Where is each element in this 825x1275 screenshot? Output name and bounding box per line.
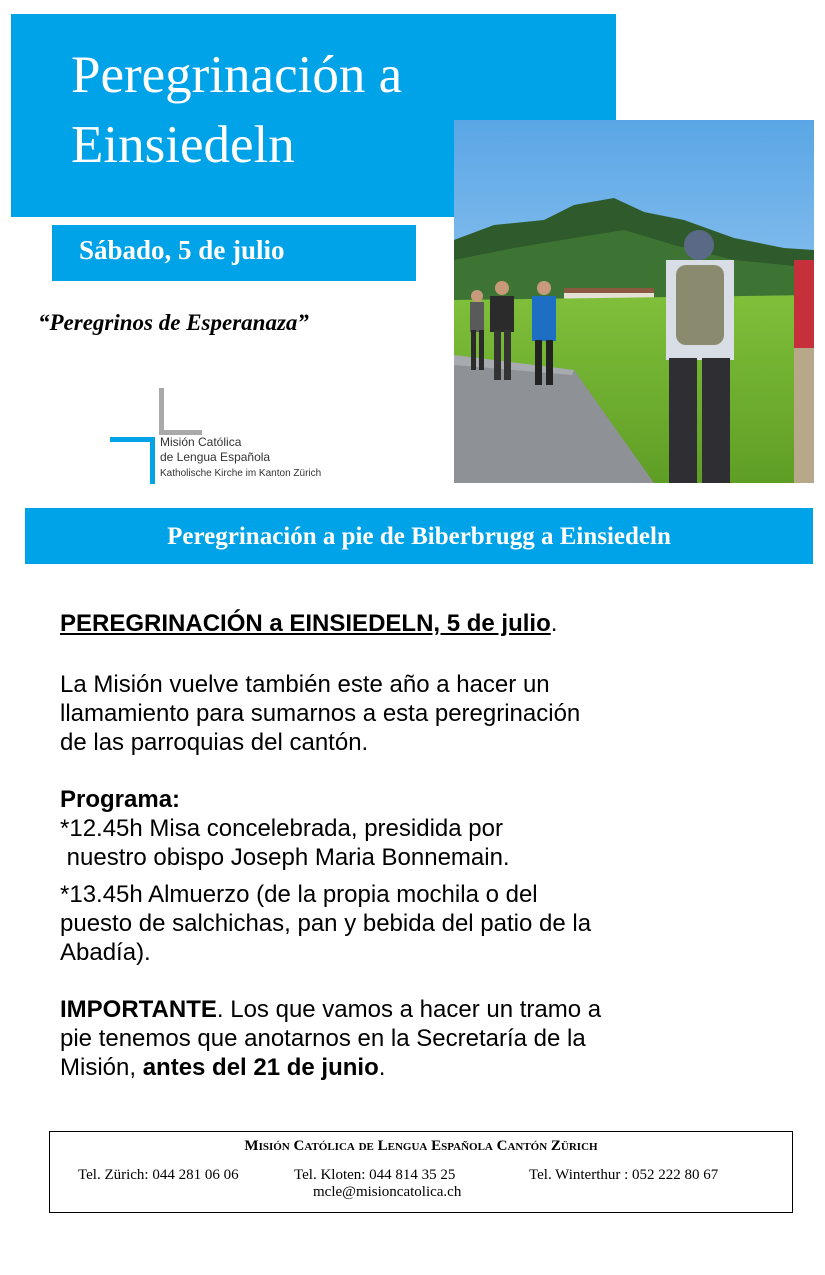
programa-label: Programa: xyxy=(60,786,181,813)
heading-text: PEREGRINACIÓN a EINSIEDELN, 5 de julio xyxy=(60,610,551,637)
event-date: Sábado, 5 de julio xyxy=(79,235,285,265)
important-line-2: pie tenemos que anotarnos en la Secretaría de la xyxy=(60,1025,586,1052)
phone-winterthur: Tel. Winterthur : 052 222 80 67 xyxy=(529,1167,719,1183)
contact-email[interactable]: mcle@misioncatolica.ch xyxy=(313,1184,462,1200)
announcement-heading xyxy=(60,609,780,638)
intro-line-3: de las parroquias del cantón. xyxy=(60,729,369,756)
important-period: . xyxy=(378,1054,386,1081)
title-line-2: Einsiedeln xyxy=(71,116,295,174)
important-label: IMPORTANTE xyxy=(60,996,217,1023)
heading-period: . xyxy=(550,610,558,637)
intro-paragraph xyxy=(60,670,780,757)
program-item-2 xyxy=(60,880,780,967)
phone-kloten: Tel. Kloten: 044 814 35 25 xyxy=(294,1167,456,1183)
logo-line-3: Katholische Kirche im Kanton Zürich xyxy=(160,468,322,479)
logo-line-2: de Lengua Española xyxy=(160,450,271,464)
program-item-1 xyxy=(60,814,780,872)
page-title xyxy=(71,40,402,180)
deadline: antes del 21 de junio xyxy=(142,1054,379,1081)
motto: “Peregrinos de Esperanaza” xyxy=(38,310,309,335)
logo-line-1: Misión Católica xyxy=(160,435,242,449)
program-item-2-line-3: Abadía). xyxy=(60,939,151,966)
phone-zurich: Tel. Zürich: 044 281 06 06 xyxy=(78,1167,239,1183)
contact-title: Misión Católica de Lengua Española Cantón Zürich xyxy=(244,1138,598,1154)
intro-line-1: La Misión vuelve también este año a hacer un xyxy=(60,671,550,698)
route-title: Peregrinación a pie de Biberbrugg a Einsiedeln xyxy=(167,523,671,550)
program-item-2-line-2: puesto de salchichas, pan y bebida del patio de la xyxy=(60,910,592,937)
program-item-1-line-1: *12.45h Misa concelebrada, presidida por xyxy=(60,815,503,842)
important-notice xyxy=(60,995,780,1082)
program-item-2-line-1: *13.45h Almuerzo (de la propia mochila o del xyxy=(60,881,538,908)
important-line-1: . Los que vamos a hacer un tramo a xyxy=(216,996,602,1023)
program-item-1-line-2: nuestro obispo Joseph Maria Bonnemain. xyxy=(60,844,510,871)
important-line-3: Misión, xyxy=(60,1054,143,1081)
intro-line-2: llamamiento para sumarnos a esta peregrinación xyxy=(60,700,581,727)
title-line-1: Peregrinación a xyxy=(71,46,403,104)
mision-logo xyxy=(108,388,348,488)
pilgrims-photo xyxy=(454,120,814,483)
